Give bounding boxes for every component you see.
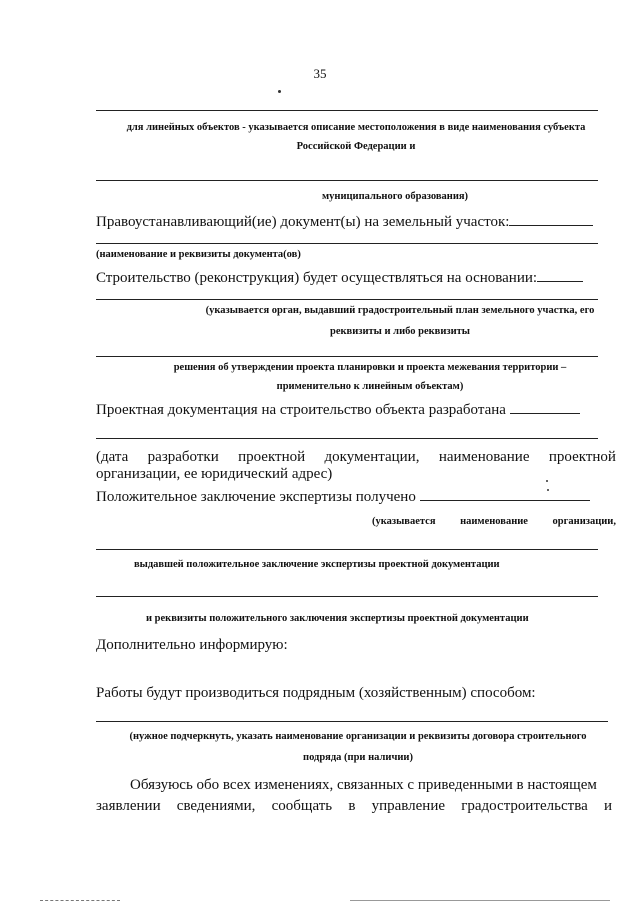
commitment-word: управление [371,798,446,814]
title-docs-label [96,213,593,231]
fill-line [96,596,598,597]
fill-line [96,180,598,181]
note-line: (нужное подчеркнуть, указать наименование организации и реквизиты договора строительного [129,731,587,742]
title-docs-text: Правоустанавливающий(ие) документ(ы) на земельный участок: [96,214,510,230]
works-method: Работы будут производиться подрядным (хозяйственным) способом: [96,685,536,701]
note-line: (указывается орган, выдавший градостроительный план земельного участка, его [205,305,595,316]
fill-line [96,110,598,111]
planning-note [150,362,590,393]
commitment-word: и [603,798,612,814]
construction-basis-text: Строительство (реконструкция) будет осуществляться на основании: [96,270,538,286]
fill-line [96,721,608,722]
fill-line [96,243,598,244]
expertise-text: Положительное заключение экспертизы получено [96,489,416,505]
note-line: решения об утверждении проекта планировки и проекта межевания территории – [173,362,567,373]
commitment-line2 [96,797,612,815]
linear-objects-note [96,122,616,153]
scan-artifact [40,900,120,901]
speck [546,480,548,482]
title-docs-caption: (наименование и реквизиты документа(ов) [96,249,301,260]
fill-line [96,356,598,357]
fill-line [96,549,598,550]
commitment-line1: Обязуюсь обо всех изменениях, связанных с приведенными в настоящем [130,777,597,793]
project-docs-caption-line1 [96,448,616,466]
note-line: Российской Федерации и [296,140,416,152]
caption-word: проектной [238,449,306,465]
municipality-note: муниципального образования) [322,191,469,202]
note-line: реквизиты и либо реквизиты [329,325,471,337]
caption-word: (указывается [372,516,436,527]
fill-line [96,438,598,439]
commitment-word: градостроительства [461,798,588,814]
caption-word: документации, [324,449,420,465]
caption-word: (дата [96,449,129,465]
commitment-word: в [348,798,356,814]
commitment-word: заявлении [96,798,161,814]
note-line: для линейных объектов - указывается описание местоположения в виде наименования субъекта [126,122,586,133]
scan-artifact [350,900,610,901]
contractor-note [108,731,608,764]
commitment-word: сообщать [271,798,333,814]
note-line: подряда (при наличии) [303,751,413,763]
additional-info: Дополнительно информирую: [96,637,288,653]
project-docs-caption-line2: организации, ее юридический адрес) [96,466,333,482]
commitment-word: сведениями, [176,798,256,814]
caption-word: наименование [438,449,530,465]
expertise-note-2: выдавшей положительное заключение экспертизы проектной документации [134,559,500,570]
construction-note [180,305,620,338]
caption-word: наименование [460,516,528,527]
note-line: применительно к линейным объектам) [276,380,464,392]
page-number: 35 [313,66,327,81]
expertise-blank [420,500,590,501]
expertise-label [96,488,590,506]
project-docs-text: Проектная документация на строительство объекта разработана [96,402,506,418]
speck [278,90,281,93]
caption-word: проектной [548,449,616,465]
project-docs-label [96,401,580,419]
caption-word: организации, [552,516,616,527]
construction-basis-blank [537,281,583,282]
project-docs-blank [510,413,580,414]
caption-word: разработки [147,449,219,465]
expertise-note-3: и реквизиты положительного заключения экспертизы проектной документации [146,613,529,624]
construction-basis-label [96,269,583,287]
fill-line [96,299,598,300]
expertise-caption [372,516,616,529]
title-docs-blank [509,225,593,226]
